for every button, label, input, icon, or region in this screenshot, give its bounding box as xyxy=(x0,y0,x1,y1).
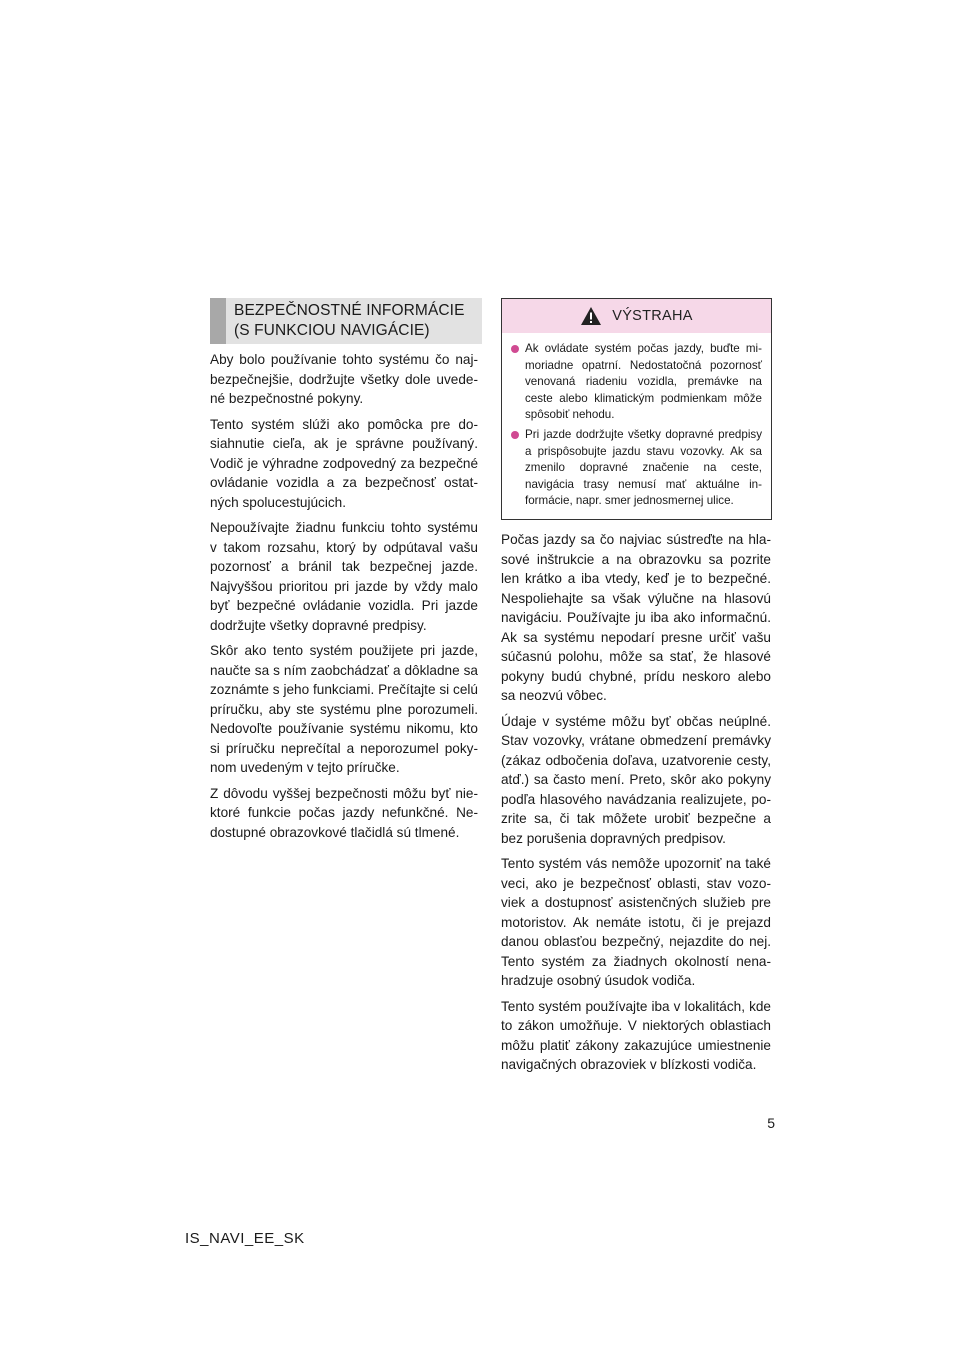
paragraph: Aby bolo používanie tohto systému čo najbezpečnejšie, dodržujte všetky dole uvedené bezpečnostné pokyny. xyxy=(210,352,478,406)
bullet-icon xyxy=(511,431,519,439)
warning-triangle-icon xyxy=(580,306,602,326)
warning-item xyxy=(511,341,762,424)
document-code: IS_NAVI_EE_SK xyxy=(185,1230,305,1247)
warning-header xyxy=(502,299,771,333)
paragraph: Z dôvodu vyššej bezpečnosti môžu byť niektoré funkcie počas jazdy nefunkčné. Nedostupné obrazovkové tlačidlá sú tlmené. xyxy=(210,785,478,840)
section-header-bar xyxy=(210,298,226,344)
paragraph: Údaje v systéme môžu byť občas neúplné. Stav vozovky, vrátane obmedzení premávky (zákaz odbočenia doľava, uzatvorenie cesty, atď.) sa často mení. Preto, skôr ako pokyny podľa hlasového navádzania realizujete, pozrite sa, či tak môžete urobiť bezpečne a bez porušenia dopravných predpisov. xyxy=(501,713,771,846)
right-column xyxy=(501,530,771,1081)
paragraph: Tento systém používajte iba v lokalitách, kde to zákon umožňuje. V niektorých oblastiach môžu platiť zákony zakazujúce umiestnenie navigačných obrazoviek v blízkosti vodiča. xyxy=(501,998,771,1072)
section-header xyxy=(210,298,482,344)
paragraph: Nepoužívajte žiadnu funkciu tohto systému v takom rozsahu, ktorý by odpútaval vašu pozornosť a bránil tak bezpečnej jazde. Najvyššou prioritou pri jazde by vždy malo byť bezpečné ovládanie vozidla. Pri jazde dodržujte všetky dopravné predpisy. xyxy=(210,520,478,633)
warning-item-text: Ak ovládate systém počas jazdy, buďte mimoriadne opatrní. Nedostatočná pozornosť venovaná riadeniu vozidla, premávke na ceste alebo klimatickým podmienkam môže spôsobiť nehodu. xyxy=(525,342,762,422)
warning-item-text: Pri jazde dodržujte všetky dopravné predpisy a prispôsobujte jazdu stavu vozovky. Ak sa zmenilo dopravné značenie na ceste, navigácia trasy nemusí mať aktuálne informácie, napr. smer jednosmernej ulice. xyxy=(525,427,762,508)
warning-title: VÝSTRAHA xyxy=(612,308,693,324)
left-column xyxy=(210,350,478,848)
bullet-icon xyxy=(511,345,519,353)
warning-body xyxy=(502,333,771,510)
section-title xyxy=(226,298,465,344)
warning-box xyxy=(501,298,772,520)
paragraph: Tento systém vás nemôže upozorniť na také veci, ako je bezpečnosť oblasti, stav vozoviek a dostupnosť asistenčných služieb pre motoristov. Ak nemáte istotu, či je prejazd danou oblasťou bezpečný, nejazdite do nej. Tento systém za žiadnych okolností nenahradzuje osobný úsudok vodiča. xyxy=(501,856,771,988)
section-title-line-1: BEZPEČNOSTNÉ INFORMÁCIE xyxy=(234,302,465,319)
warning-item xyxy=(511,427,762,510)
section-title-line-2: (S FUNKCIOU NAVIGÁCIE) xyxy=(234,322,430,339)
page-number: 5 xyxy=(767,1115,775,1131)
paragraph: Skôr ako tento systém použijete pri jazde, naučte sa s ním zaobchádzať a dôkladne sa zoznámte s jeho funkciami. Prečítajte si celú príručku, aby ste systému plne porozumeli. Nedovoľte používanie systému nikomu, kto si príručku neprečítal a neporozumel pokynom uvedeným v tejto príručke. xyxy=(210,643,478,775)
paragraph: Počas jazdy sa čo najviac sústreďte na hlasové inštrukcie a na obrazovku sa pozrite len krátko a iba vtedy, keď je to bezpečné. Nespoliehajte sa však výlučne na hlasovú navigáciu. Používajte ju iba ako informačnú. Ak sa systému nepodarí presne určiť vašu súčasnú polohu, môže sa stať, že hlasové pokyny budú chybné, prídu neskoro alebo sa neozvú vôbec. xyxy=(501,532,771,703)
paragraph: Tento systém slúži ako pomôcka pre dosiahnutie cieľa, ak je správne používaný. Vodič je výhradne zodpovedný za bezpečné ovládanie vozidla a za bezpečnosť ostatných spolucestujúcich. xyxy=(210,416,478,510)
